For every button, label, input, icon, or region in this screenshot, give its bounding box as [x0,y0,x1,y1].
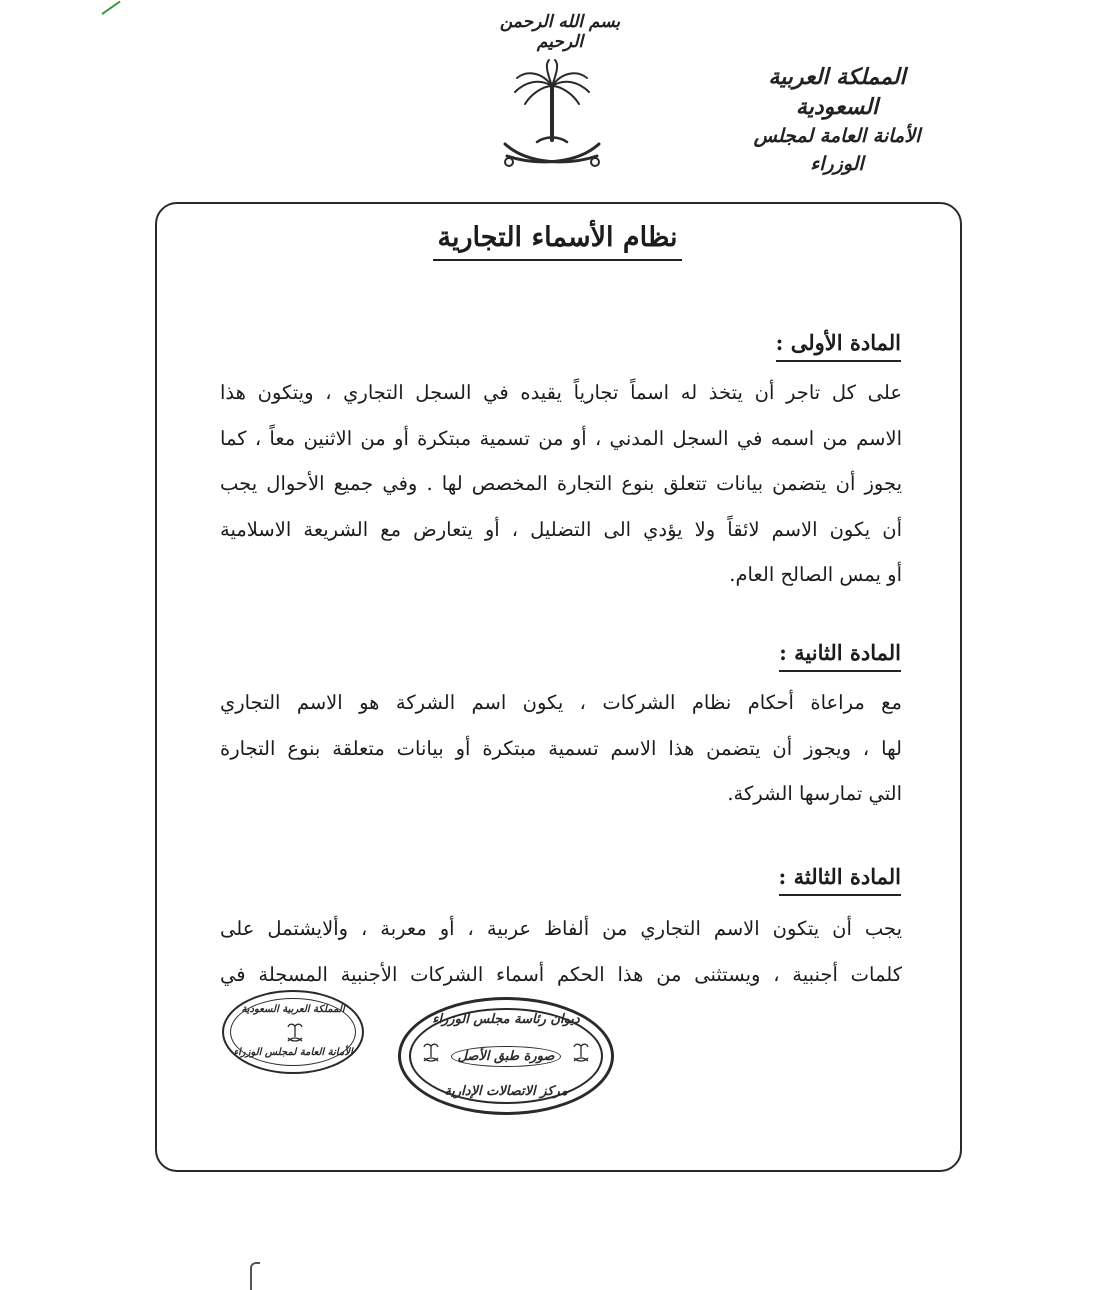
stamp-small-bottom-text: الأمانة العامة لمجلس الوزراء [233,1047,353,1058]
page-edge-mark [250,1262,260,1290]
article-2-heading: المادة الثانية : [779,640,901,672]
basmala: بسم الله الرحمن الرحيم [499,12,621,52]
article-3-line: يجب أن يتكون الاسم التجاري من ألفاظ عربية ، أو معربة ، وألايشتمل على [220,917,902,940]
article-2-line: لها ، ويجوز أن يتضمن هذا الاسم تسمية مبتكرة أو بيانات متعلقة بنوع التجارة [220,736,902,760]
stamp-large-top-text: ديوان رئاسة مجلس الوزراء [432,1012,580,1027]
stamp-large-bottom-text: مركز الاتصالات الإدارية [444,1084,568,1099]
article-2-line: التي تمارسها الشركة. [727,782,902,805]
article-2-text [220,680,902,817]
palm-swords-emblem-icon [497,58,607,178]
article-2-line: مع مراعاة أحكام نظام الشركات ، يكون اسم الشركة هو الاسم التجاري [220,691,902,714]
issuer-header [727,62,947,178]
stamp-large-middle-text: صورة طبق الأصل [451,1046,561,1067]
mini-emblem-icon [573,1042,589,1064]
article-1-line: أن يكون الاسم لائقاً ولا يؤدي الى التضليل ، أو يتعارض مع الشريعة الاسلامية [220,517,902,541]
document-title: نظام الأسماء التجارية [433,222,681,261]
article-3-text [220,906,902,997]
official-stamp-small [222,990,364,1074]
mini-emblem-icon [423,1042,439,1064]
stamp-small-top-text: المملكة العربية السعودية [241,1004,345,1015]
document-title-wrapper [160,222,955,261]
article-1-line: أو يمس الصالح العام. [729,563,902,586]
mini-emblem-icon [287,1022,303,1044]
article-1-line: الاسم من اسمه في السجل المدني ، أو من تسمية مبتكرة أو من الاثنين معاً ، كما [220,426,902,450]
article-1-line: يجوز أن يتضمن بيانات تتعلق بنوع التجارة المخصص لها . وفي جميع الأحوال يجب [220,472,902,495]
article-1-heading: المادة الأولى : [776,330,901,362]
article-1-line: على كل تاجر أن يتخذ له اسماً تجارياً يقيده في السجل التجاري ، ويتكون هذا [220,381,902,404]
corner-mark [93,0,120,15]
article-3-line: كلمات أجنبية ، ويستثنى من هذا الحكم أسماء الشركات الأجنبية المسجلة في [220,962,902,986]
article-1-text [220,370,902,598]
official-stamp-large [398,997,614,1115]
kingdom-name: المملكة العربية السعودية [768,64,906,120]
department-name: الأمانة العامة لمجلس الوزراء [753,125,921,175]
article-3-heading: المادة الثالثة : [779,864,901,896]
